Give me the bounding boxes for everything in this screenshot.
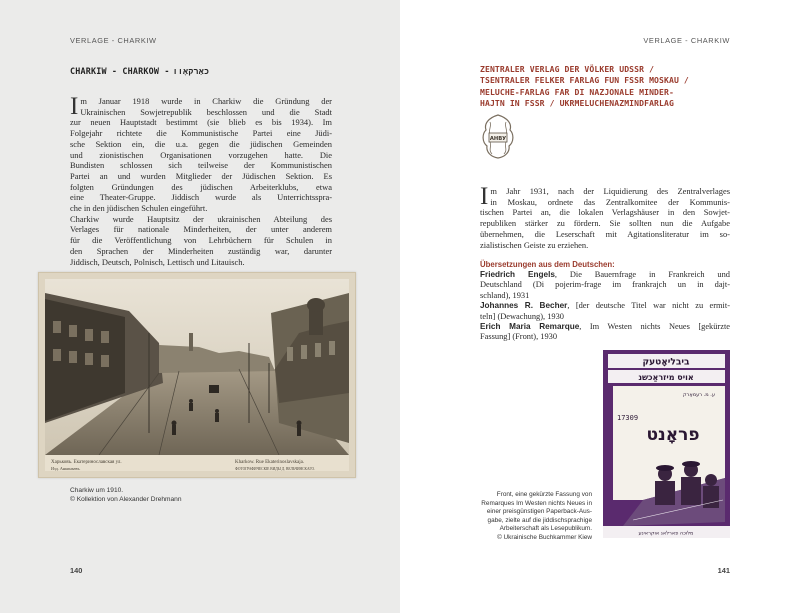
- translation-text: Fassung] (Front), 1930: [480, 332, 558, 342]
- heading-line: ZENTRALER VERLAG DER VÖLKER UDSSR /: [480, 64, 655, 74]
- body-line: und zionistischen Organisationen vorzugehen hatte. Die: [70, 149, 332, 160]
- page-number-right: 141: [717, 566, 730, 575]
- book-cover-image: [603, 350, 730, 538]
- caption-line: einer preisgünstigen Paperback-Aus-: [486, 508, 592, 516]
- right-body-text: [480, 183, 730, 250]
- translation-text: Deutschland (Di pojerim-frage im frankrajch un in dajt-: [480, 280, 730, 290]
- caption-line: © Ukrainische Buchkammer Kiew: [497, 533, 592, 541]
- running-head-right: VERLAGE - CHARKIW: [643, 36, 730, 45]
- translation-text: , [der deutsche Titel war nicht zu ermit-: [567, 301, 730, 311]
- body-line: republiken stärker zu fördern. Sie sollten nun die Aufgabe: [480, 218, 730, 229]
- caption-line: Arbeiterschaft als Lesepublikum.: [499, 525, 592, 533]
- translation-author: Friedrich Engels: [480, 270, 555, 279]
- cover-author: ע. מ. רעמאַרק: [683, 392, 715, 398]
- chapter-heading-right: [480, 64, 689, 110]
- body-line: Bundisten schlossen sich teilweise der Kommunistischen: [70, 160, 332, 171]
- body-line: m Jahr 1931, nach der Liquidierung des Zentralverlages: [490, 186, 730, 196]
- body-line: zur neuen Hauptstadt bestimmt (sie blieb es bis 1934). Im: [70, 117, 332, 128]
- translations-title: Übersetzungen aus dem Deutschen:: [480, 260, 615, 269]
- postcard-image: [39, 273, 355, 477]
- body-line: m Januar 1918 wurde in Charkiw die Gründung der: [80, 96, 332, 106]
- postcard-caption-left: Харьковъ. Екатеринославская ул.: [51, 460, 122, 465]
- postcard-caption-sub-right: ФОТОГРАФИЧЕСКІЕ ВИДЫ Д. ВЕЛЬЧИНСКАГО.: [235, 467, 316, 471]
- body-line: che in den jüdischen Schulen eingeführt.: [70, 203, 208, 214]
- body-line: tischen Partei an, die lokalen Verlagshäuser in den Sowjet-: [480, 207, 730, 218]
- historic-postcard-photo: [38, 272, 356, 478]
- translation-text: teln] (Dewachung), 1930: [480, 311, 564, 321]
- body-line: übernehmen, die Leserschaft mit Agitationsliteratur im so-: [480, 228, 730, 239]
- photo-caption-line: Charkiw um 1910.: [70, 487, 124, 494]
- body-line: eine Theater-Gruppe. Jiddisch wurde als Unterrichtsspra-: [70, 192, 332, 203]
- caption-line: Remarques Im Westen nichts Neues in: [481, 499, 592, 507]
- translation-author: Erich Maria Remarque: [480, 322, 580, 332]
- body-line: den Sprachen der Minderheiten zuständig war, darunter: [70, 245, 332, 256]
- translation-entry: [480, 270, 730, 301]
- translation-text: , Die Bauernfrage in Frankreich und: [554, 270, 730, 279]
- body-line: in Moskau, ordnete das Zentralkomitee der Kommunis-: [490, 196, 730, 207]
- body-line: Folgejahr richtete die Kommunistische Partei eine Jüdi-: [70, 128, 332, 139]
- translation-entry: [480, 322, 730, 343]
- body-line: Jiddisch, Deutsch, Polnisch, Lettisch und Litauisch.: [70, 256, 245, 267]
- emblem-text: АНВУ: [489, 136, 507, 142]
- dropcap-left: I: [70, 93, 79, 120]
- translations-list: [480, 270, 730, 343]
- heading-hebrew: כאַרקאָוו: [172, 66, 210, 76]
- translation-author: Johannes R. Becher: [480, 301, 568, 311]
- cover-series-top: ביבליאָטעק: [642, 357, 690, 368]
- translation-text: , Im Westen nichts Neues [gekürzte: [579, 322, 730, 332]
- chapter-heading-left: [70, 66, 209, 77]
- cover-title: פראָנט: [646, 425, 700, 445]
- translation-text: schland), 1931: [480, 290, 530, 300]
- cover-series-sub: אויס מיזראַכשנ: [638, 373, 694, 382]
- heading-latin: CHARKIW - CHARKOW -: [70, 66, 170, 76]
- cover-number: 17309: [617, 414, 639, 422]
- cover-publisher: מלוכה פארלאג אוקראינע: [638, 530, 694, 537]
- caption-line: Front, eine gekürzte Fassung von: [496, 491, 592, 498]
- body-line: Charkiw wurde Hauptsitz der ukrainischen Abteilung des: [70, 213, 332, 224]
- body-line: für die Veröffentlichung von Lehrbüchern für Schulen in: [70, 235, 332, 246]
- publisher-emblem: [478, 112, 518, 162]
- postcard-caption-right: Kharkow. Rue Ekaterinoslavskaja.: [235, 460, 305, 465]
- body-line: sche Sektion ein, die u.a. gegen die jüdischen Gemeinden: [70, 138, 332, 149]
- body-line: Verlages für nationale Minderheiten, der unter anderem: [70, 224, 332, 235]
- postcard-caption-sub-left: Изд. Анкиньевъ.: [51, 466, 81, 471]
- heading-line: MELUCHE-FARLAG FAR DI NAZJONALE MINDER-: [480, 86, 674, 97]
- body-line: Partei an und wurden Mitglieder der Jüdischen Sektion. Es: [70, 170, 332, 181]
- body-line: zialistischen Geiste zu erziehen.: [480, 239, 589, 250]
- heading-line: TSENTRALER FELKER FARLAG FUN FSSR MOSKAU /: [480, 75, 689, 86]
- caption-line: gabe, zielte auf die jiddischsprachige: [487, 516, 592, 524]
- heading-line: HAJTN IN FSSR / UKRMELUCHENAZMINDFARLAG: [480, 98, 674, 109]
- dropcap-right: I: [480, 183, 489, 210]
- photo-caption-credit: © Kollektion von Alexander Drehmann: [70, 496, 182, 503]
- page-number-left: 140: [70, 566, 83, 575]
- book-cover-caption: [464, 491, 592, 543]
- left-body-text: [70, 93, 332, 267]
- body-line: Ukrainischen Sowjetrepublik beschlossen und die Stadt: [80, 106, 332, 117]
- photo-caption-left: [70, 486, 182, 504]
- running-head-left: VERLAGE - CHARKIW: [70, 36, 157, 45]
- translation-entry: [480, 301, 730, 322]
- body-line: folgten Gründungen des jüdischen Arbeiterklubs, etwa: [70, 181, 332, 192]
